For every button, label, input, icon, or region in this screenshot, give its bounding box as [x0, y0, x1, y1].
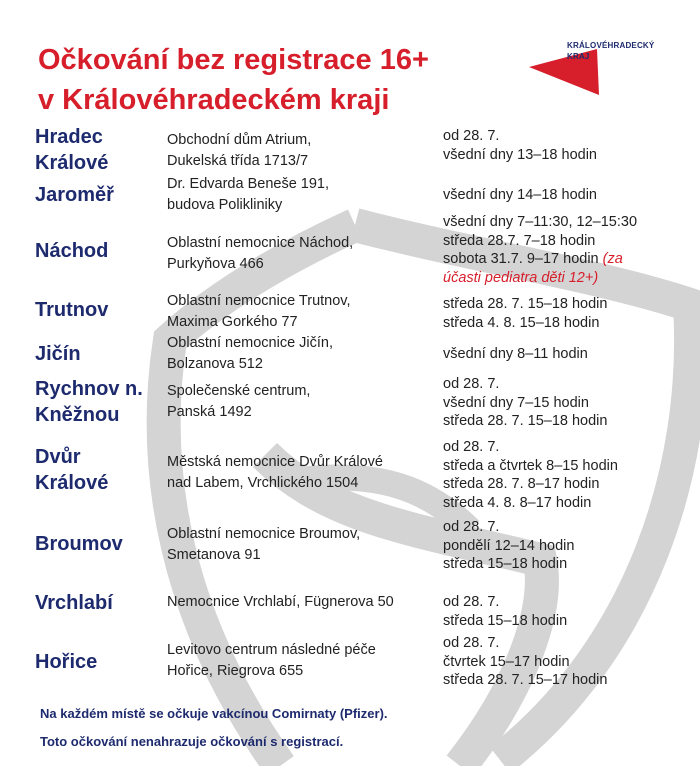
location-address: Oblastní nemocnice Jičín, Bolzanova 512 — [167, 335, 334, 372]
time-line: středa 15–18 hodin — [443, 556, 568, 572]
location-city: Hořice — [35, 651, 98, 673]
time-line: středa 28.7. 7–18 hodin — [443, 232, 596, 249]
location-times — [443, 593, 567, 630]
footer-vaccine-note: Na každém místě se očkuje vakcínou Comirnaty (Pfizer). — [40, 706, 388, 721]
logo-line-1: KRÁLOVÉHRADECKÝ — [567, 41, 655, 50]
location-city: Hradec Králové — [35, 126, 109, 174]
location-times — [443, 127, 597, 164]
time-line: od 28. 7. — [443, 594, 500, 610]
location-address: Nemocnice Vrchlabí, Fügnerova 50 — [167, 594, 394, 610]
location-address: Obchodní dům Atrium, Dukelská třída 1713/7 — [167, 132, 312, 169]
footer-registration-note: Toto očkování nenahrazuje očkování s registrací. — [40, 734, 344, 749]
logo-line-2: KRAJ — [567, 52, 590, 61]
time-line: od 28. 7. — [443, 128, 500, 144]
location-times — [443, 295, 607, 332]
time-line: všední dny 8–11 hodin — [443, 346, 588, 362]
location-times — [443, 518, 574, 574]
location-city: Vrchlabí — [35, 592, 113, 614]
time-line: středa 28. 7. 8–17 hodin — [443, 476, 600, 492]
time-line: středa 4. 8. 15–18 hodin — [443, 314, 600, 331]
location-city: Broumov — [35, 533, 123, 555]
time-line: všední dny 7–11:30, 12–15:30 — [443, 214, 638, 230]
location-times — [443, 186, 597, 205]
title-line-2: v Královéhradeckém kraji — [38, 84, 390, 116]
time-line: středa a čtvrtek 8–15 hodin — [443, 457, 618, 474]
time-line: od 28. 7. — [443, 376, 500, 392]
location-times — [443, 375, 607, 431]
time-line: středa 28. 7. 15–18 hodin — [443, 296, 608, 312]
time-line: všední dny 14–18 hodin — [443, 187, 597, 203]
location-city: Jaroměř — [35, 184, 114, 206]
time-line: od 28. 7. — [443, 439, 500, 455]
location-city: Rychnov n. Kněžnou — [35, 378, 143, 426]
location-address: Dr. Edvarda Beneše 191, budova Polikliniky — [167, 176, 330, 213]
location-times — [443, 634, 607, 690]
location-address: Oblastní nemocnice Trutnov, Maxima Gorkého 77 — [167, 293, 351, 330]
time-line: středa 15–18 hodin — [443, 612, 568, 629]
location-city: Dvůr Králové — [35, 446, 109, 494]
location-city: Trutnov — [35, 299, 109, 321]
time-line: pondělí 12–14 hodin — [443, 537, 575, 554]
location-address: Společenské centrum, Panská 1492 — [167, 383, 311, 420]
location-city: Náchod — [35, 240, 109, 262]
location-times — [443, 345, 588, 364]
time-line: od 28. 7. — [443, 519, 500, 535]
time-line: středa 4. 8. 8–17 hodin — [443, 494, 592, 511]
location-times — [443, 438, 618, 512]
time-line: čtvrtek 15–17 hodin — [443, 653, 570, 670]
location-address: Oblastní nemocnice Broumov, Smetanova 91 — [167, 526, 361, 563]
time-line: všední dny 7–15 hodin — [443, 394, 589, 411]
title-line-1: Očkování bez registrace 16+ — [38, 44, 429, 76]
location-address: Oblastní nemocnice Náchod, Purkyňova 466 — [167, 235, 354, 272]
time-line: středa 28. 7. 15–17 hodin — [443, 672, 608, 688]
time-line: středa 28. 7. 15–18 hodin — [443, 413, 608, 429]
time-line: všední dny 13–18 hodin — [443, 146, 597, 163]
time-text: sobota 31.7. 9–17 hodin — [443, 251, 599, 267]
location-address: Městská nemocnice Dvůr Králové nad Labem, Vrchlického 1504 — [167, 454, 383, 491]
time-line: od 28. 7. — [443, 635, 500, 651]
pediatric-note: (za účasti pediatra děti 12+) — [443, 251, 623, 286]
location-times — [443, 213, 643, 287]
location-address: Levitovo centrum následné péče Hořice, Riegrova 655 — [167, 642, 376, 679]
time-line — [443, 250, 643, 287]
location-city: Jičín — [35, 343, 81, 365]
